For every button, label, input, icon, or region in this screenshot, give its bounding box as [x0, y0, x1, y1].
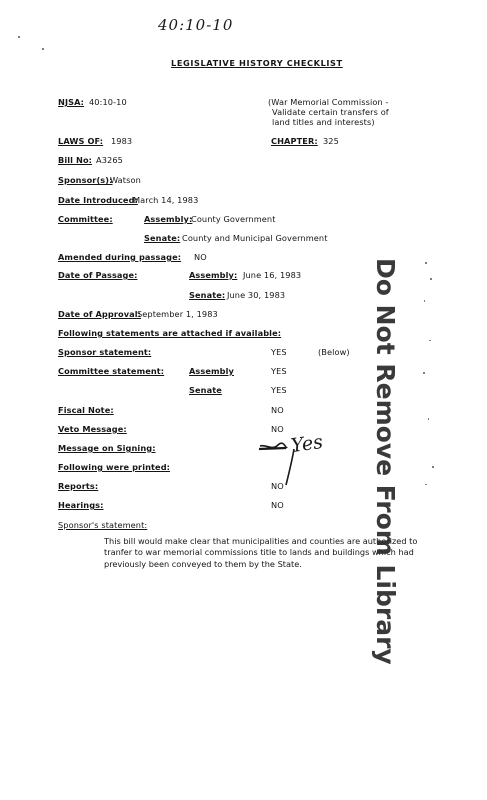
description-line-2: Validate certain transfers of: [272, 107, 389, 117]
reports-label: Reports:: [58, 481, 99, 491]
document-title: LEGISLATIVE HISTORY CHECKLIST: [171, 58, 343, 68]
chapter-value: 325: [323, 136, 339, 146]
yes-tail-stroke: [283, 447, 297, 487]
njsa-label: NJSA:: [58, 97, 85, 107]
committee-statement-label: Committee statement:: [58, 366, 165, 376]
committee-statement-assembly-label: Assembly: [189, 366, 234, 376]
scan-speck: [423, 372, 425, 374]
handwritten-file-number: 40:10-10: [158, 16, 234, 34]
amended-label: Amended during passage:: [58, 252, 182, 262]
sponsor-statement-text: This bill would make clear that municipalities and counties are authorized to tranfer to war memorial commissions title to lands and buildings which had previously been conveyed to them by the State.: [104, 536, 418, 569]
laws-of-label: LAWS OF:: [58, 136, 104, 146]
committee-senate-value: County and Municipal Government: [182, 233, 328, 243]
sponsor-statement-value: YES: [271, 347, 287, 357]
reports-value: NO: [271, 481, 284, 491]
sponsor-statement-note: (Below): [318, 347, 350, 357]
fiscal-note-label: Fiscal Note:: [58, 405, 114, 415]
passage-label: Date of Passage:: [58, 270, 138, 280]
approval-label: Date of Approval:: [58, 309, 142, 319]
sponsor-value: Watson: [110, 175, 141, 185]
date-introduced-value: March 14, 1983: [133, 195, 199, 205]
bill-no-label: Bill No:: [58, 155, 93, 165]
njsa-value: 40:10-10: [89, 97, 127, 107]
scan-speck: [432, 466, 434, 468]
passage-senate-label: Senate:: [189, 290, 226, 300]
bill-no-value: A3265: [96, 155, 123, 165]
statements-heading: Following statements are attached if available:: [58, 328, 282, 338]
committee-label: Committee:: [58, 214, 113, 224]
committee-statement-senate-value: YES: [271, 385, 287, 395]
passage-assembly-value: June 16, 1983: [243, 270, 302, 280]
scan-speck: [425, 262, 427, 264]
passage-senate-value: June 30, 1983: [227, 290, 286, 300]
scan-speck: [425, 484, 427, 485]
committee-statement-assembly-value: YES: [271, 366, 287, 376]
sponsor-statement-label: Sponsor statement:: [58, 347, 152, 357]
description-line-1: (War Memorial Commission -: [268, 97, 389, 107]
veto-message-label: Veto Message:: [58, 424, 127, 434]
fiscal-note-value: NO: [271, 405, 284, 415]
committee-senate-label: Senate:: [144, 233, 181, 243]
laws-of-value: 1983: [111, 136, 133, 146]
date-introduced-label: Date Introduced:: [58, 195, 138, 205]
hearings-value: NO: [271, 500, 284, 510]
message-signing-value: Yes: [289, 430, 325, 458]
sponsor-label: Sponsor(s):: [58, 175, 113, 185]
sponsor-statement-heading: Sponsor's statement:: [58, 520, 148, 530]
description-line-3: land titles and interests): [272, 117, 375, 127]
scan-speck: [428, 418, 429, 420]
message-signing-label: Message on Signing:: [58, 443, 156, 453]
printed-heading: Following were printed:: [58, 462, 171, 472]
passage-assembly-label: Assembly:: [189, 270, 238, 280]
scan-speck: [424, 300, 425, 302]
library-stamp: Do Not Remove From Library: [371, 258, 400, 665]
committee-statement-senate-label: Senate: [189, 385, 222, 395]
committee-assembly-value: County Government: [191, 214, 276, 224]
approval-value: September 1, 1983: [137, 309, 218, 319]
hearings-label: Hearings:: [58, 500, 104, 510]
veto-message-value: NO: [271, 424, 284, 434]
scan-speck: [429, 340, 431, 341]
chapter-label: CHAPTER:: [271, 136, 318, 146]
committee-assembly-label: Assembly:: [144, 214, 193, 224]
scan-speck: [18, 36, 20, 38]
scan-speck: [430, 278, 432, 280]
amended-value: NO: [194, 252, 207, 262]
scan-speck: [42, 48, 44, 50]
